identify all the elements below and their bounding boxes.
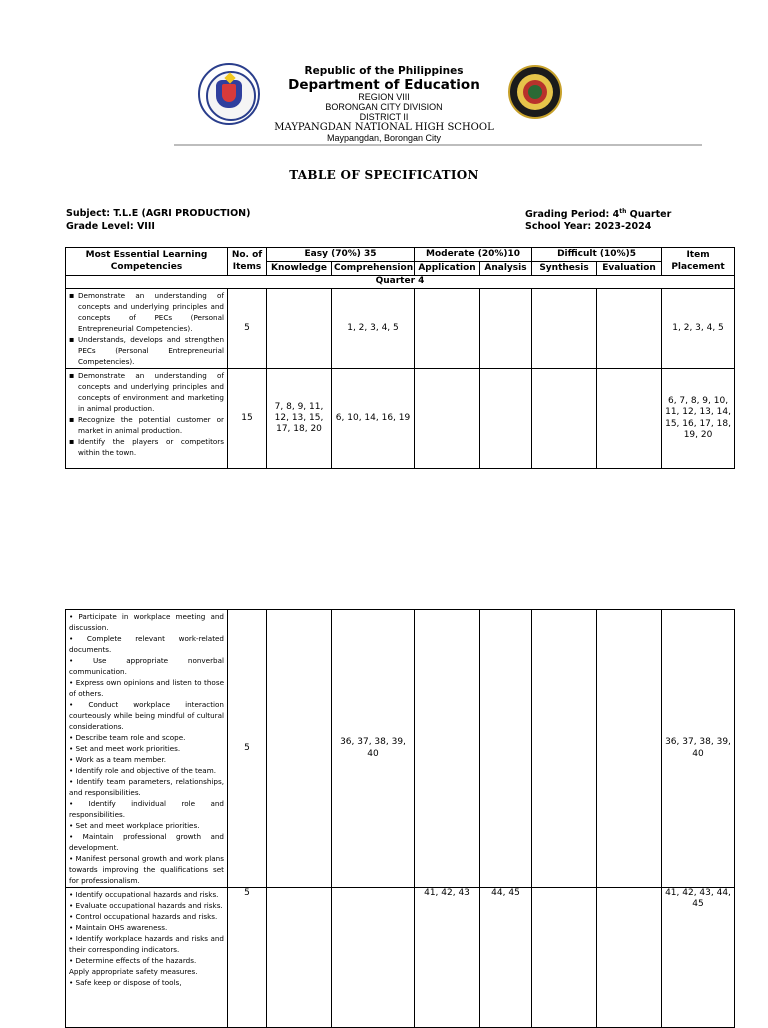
competency-item: • Identify workplace hazards and risks and their corresponding indicators. [69, 934, 224, 954]
comprehension-cell: 6, 10, 14, 16, 19 [332, 369, 415, 469]
analysis-cell [480, 369, 532, 469]
table-row [66, 289, 735, 369]
competency-item: • Identify individual role and responsibilities. [69, 799, 224, 819]
knowledge-cell [267, 289, 332, 369]
placement-cell: 1, 2, 3, 4, 5 [662, 289, 735, 369]
header-moderate: Moderate (20%)10 [415, 248, 532, 262]
header-easy: Easy (70%) 35 [267, 248, 415, 262]
competency-item: • Work as a team member. [69, 755, 167, 764]
competency-item: ▪ Recognize the potential customer or market in animal production. [69, 414, 224, 436]
competency-item: • Maintain OHS awareness. [69, 923, 168, 932]
competency-item: • Maintain professional growth and development. [69, 832, 224, 852]
competency-item: • Control occupational hazards and risks. [69, 912, 218, 921]
synthesis-cell [532, 289, 597, 369]
table-row [66, 610, 735, 888]
comprehension-cell: 36, 37, 38, 39, 40 [332, 610, 415, 888]
items-cell: 5 [228, 888, 267, 1028]
knowledge-cell [267, 610, 332, 888]
placement-cell: 36, 37, 38, 39, 40 [662, 610, 735, 888]
header-location: Maypangdan, Borongan City [326, 133, 442, 143]
grade-level-label: Grade Level: VIII [66, 221, 155, 232]
synthesis-cell [532, 610, 597, 888]
competency-item: ▪ Demonstrate an understanding of concepts and underlying principles and concepts of PECs (Personal Entrepreneurial Competencies). [69, 290, 224, 334]
placement-cell: 6, 7, 8, 9, 10, 11, 12, 13, 14, 15, 16, 17, 18, 19, 20 [662, 369, 735, 469]
competency-item: • Identify role and objective of the team. [69, 766, 216, 775]
application-cell [415, 610, 480, 888]
competency-item: • Manifest personal growth and work plans towards improving the qualifications set for professionalism. [69, 854, 224, 885]
items-cell: 5 [228, 289, 267, 369]
competency-item: • Determine effects of the hazards. [69, 956, 197, 965]
header-divider [174, 144, 702, 146]
competency-item: ▪ Understands, develops and strengthen PECs (Personal Entrepreneurial Competencies). [69, 334, 224, 367]
competency-item: • Participate in workplace meeting and discussion. [69, 612, 224, 632]
competency-item: ▪ Demonstrate an understanding of concepts and underlying principles and concepts of environment and marketing in animal production. [69, 370, 224, 414]
competency-item: • Set and meet workplace priorities. [69, 821, 200, 830]
knowledge-cell: 7, 8, 9, 11, 12, 13, 15, 17, 18, 20 [267, 369, 332, 469]
competency-item: Apply appropriate safety measures. [69, 967, 198, 976]
header-items: No. of Items [228, 248, 267, 276]
competency-item: • Describe team role and scope. [69, 733, 186, 742]
evaluation-cell [597, 610, 662, 888]
specification-table-continued [65, 609, 735, 1028]
school-year-label: School Year: 2023-2024 [525, 221, 652, 232]
competency-item: • Identify occupational hazards and risks. [69, 890, 219, 899]
application-cell [415, 289, 480, 369]
competency-item: • Identify team parameters, relationships, and responsibilities. [69, 777, 224, 797]
analysis-cell [480, 289, 532, 369]
items-cell: 15 [228, 369, 267, 469]
header-synthesis: Synthesis [532, 262, 597, 276]
synthesis-cell [532, 369, 597, 469]
competency-item: • Complete relevant work-related documents. [69, 634, 224, 654]
grading-period-label: Grading Period: 4th Quarter [525, 208, 672, 221]
header-application: Application [415, 262, 480, 276]
header-republic: Republic of the Philippines [304, 65, 464, 77]
header-competencies: Most Essential Learning Competencies [66, 248, 228, 276]
placement-cell: 41, 42, 43, 44, 45 [662, 888, 735, 1028]
knowledge-cell [267, 888, 332, 1028]
header-district: DISTRICT II [359, 112, 409, 122]
header-department: Department of Education [288, 77, 480, 93]
header-division: BORONGAN CITY DIVISION [325, 102, 443, 112]
comprehension-cell [332, 888, 415, 1028]
header-analysis: Analysis [480, 262, 532, 276]
competency-item: • Conduct workplace interaction courteously while being mindful of cultural considerations. [69, 700, 224, 731]
header-evaluation: Evaluation [597, 262, 662, 276]
comprehension-cell: 1, 2, 3, 4, 5 [332, 289, 415, 369]
subject-label: Subject: T.L.E (AGRI PRODUCTION) [66, 208, 251, 219]
competency-item: • Safe keep or dispose of tools, [69, 978, 182, 987]
header-difficult: Difficult (10%)5 [532, 248, 662, 262]
competency-item: • Express own opinions and listen to those of others. [69, 678, 224, 698]
table-row [66, 888, 735, 1028]
header-comprehension: Comprehension [332, 262, 415, 276]
evaluation-cell [597, 888, 662, 1028]
competency-item: • Set and meet work priorities. [69, 744, 181, 753]
items-cell: 5 [228, 610, 267, 888]
evaluation-cell [597, 289, 662, 369]
table-row [66, 369, 735, 469]
application-cell [415, 369, 480, 469]
synthesis-cell [532, 888, 597, 1028]
competency-item: • Evaluate occupational hazards and risks. [69, 901, 223, 910]
analysis-cell [480, 610, 532, 888]
competency-item: • Use appropriate nonverbal communication. [69, 656, 224, 676]
competency-item: ▪ Identify the players or competitors within the town. [69, 436, 224, 458]
header-knowledge: Knowledge [267, 262, 332, 276]
document-title: TABLE OF SPECIFICATION [289, 168, 479, 182]
application-cell: 41, 42, 43 [415, 888, 480, 1028]
evaluation-cell [597, 369, 662, 469]
header-region: REGION VIII [358, 92, 410, 102]
header-placement: Item Placement [662, 248, 735, 276]
header-school: MAYPANGDAN NATIONAL HIGH SCHOOL [274, 122, 494, 133]
specification-table [65, 247, 735, 469]
quarter-label: Quarter 4 [66, 276, 735, 289]
analysis-cell: 44, 45 [480, 888, 532, 1028]
